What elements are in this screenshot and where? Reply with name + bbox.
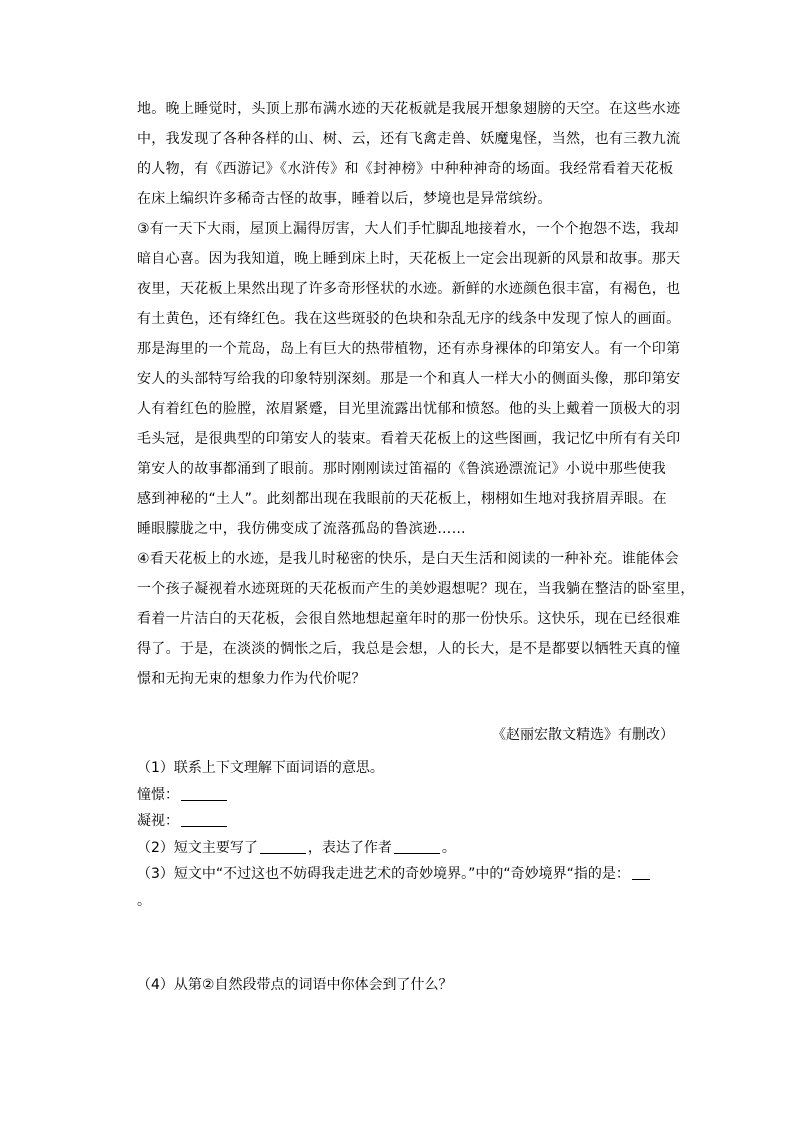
source-attribution: 《赵丽宏散文精选》有删改） [492, 727, 674, 743]
passage-line: 毛头冠，是很典型的印第安人的装束。看着天花板上的这些图画，我记忆中所有有关印 [137, 431, 681, 447]
passage-line: 安人的头部特写给我的印象特别深刻。那是一个和真人一样大小的侧面头像，那印第安 [137, 371, 681, 387]
passage-line: 睡眼朦胧之中，我仿佛变成了流落孤岛的鲁滨逊…… [137, 521, 466, 537]
passage-line: 中，我发现了各种各样的山、树、云，还有飞禽走兽、妖魔鬼怪，当然，也有三教九流 [137, 131, 681, 147]
question-1-item-chongjing [137, 782, 697, 809]
answer-blank[interactable] [394, 839, 440, 854]
passage-line: 那是海里的一个荒岛，岛上有巨大的热带植物，还有赤身裸体的印第安人。有一个印第 [137, 341, 681, 357]
term-label: 憧憬： [137, 786, 179, 803]
answer-blank[interactable] [260, 839, 306, 854]
passage-line: 在床上编织许多稀奇古怪的故事，睡着以后，梦境也是异常缤纷。 [137, 191, 552, 207]
passage-line: 的人物，有《西游记》《水浒传》和《封神榜》中种种神奇的场面。我经常看着天花板 [137, 161, 674, 177]
question-2-text-c: 。 [441, 839, 456, 856]
question-3-text: （3）短文中“不过这也不妨碍我走进艺术的奇妙境界。”中的“奇妙境界“指的是： [137, 866, 630, 882]
passage-line: 暗自心喜。因为我知道，晚上睡到床上时，天花板上一定会出现新的风景和故事。那天 [137, 251, 681, 267]
passage-line: 看着一片洁白的天花板，会很自然地想起童年时的那一份快乐。这快乐，现在已经很难 [137, 611, 681, 627]
term-label: 凝视： [137, 813, 179, 829]
question-2 [137, 835, 697, 862]
answer-blank[interactable] [632, 865, 650, 880]
question-4: （4）从第②自然段带点的词语中你体会到了什么？ [137, 977, 453, 993]
question-3 [137, 861, 697, 888]
answer-blank[interactable] [181, 786, 227, 801]
passage-line: 地。晚上睡觉时，头顶上那布满水迹的天花板就是我展开想象翅膀的天空。在这些水迹 [137, 101, 681, 117]
question-1-prompt: （1）联系上下文理解下面词语的意思。 [137, 760, 384, 776]
answer-blank[interactable] [181, 812, 227, 827]
passage-line: 憬和无拘无束的想象力作为代价呢？ [137, 671, 366, 687]
passage-line: 得了。于是，在淡淡的惆怅之后，我总是会想，人的长大，是不是都要以牺牲天真的憧 [137, 641, 681, 657]
passage-line: 第安人的故事都涌到了眼前。那时刚刚读过笛福的《鲁滨逊漂流记》小说中那些使我 [137, 461, 667, 477]
passage-line: 一个孩子凝视着水迹斑斑的天花板而产生的美妙遐想呢？现在，当我躺在整洁的卧室里， [137, 581, 695, 597]
passage-line: ④看天花板上的水迹，是我儿时秘密的快乐，是白天生活和阅读的一种补充。谁能体会 [137, 551, 679, 567]
reading-passage [137, 94, 695, 694]
passage-line: ③有一天下大雨，屋顶上漏得厉害，大人们手忙脚乱地接着水，一个个抱怨不迭，我却 [137, 221, 679, 237]
passage-line: 人有着红色的脸膛，浓眉紧蹙，目光里流露出忧郁和愤怒。他的头上戴着一顶极大的羽 [137, 401, 681, 417]
passage-line: 有土黄色，还有绛红色。我在这些斑驳的色块和杂乱无序的线条中发现了惊人的画面。 [137, 311, 681, 327]
question-2-text-a: （2）短文主要写了 [137, 839, 258, 856]
questions-section [137, 755, 697, 914]
question-1-item-ningshi [137, 808, 697, 835]
passage-line: 感到神秘的“土人”。此刻都出现在我眼前的天花板上，栩栩如生地对我挤眉弄眼。在 [137, 491, 667, 507]
question-2-text-b: ，表达了作者 [307, 839, 392, 856]
passage-line: 夜里，天花板上果然出现了许多奇形怪状的水迹。新鲜的水迹颜色很丰富，有褐色，也 [137, 281, 681, 297]
question-3-end: 。 [137, 892, 151, 909]
